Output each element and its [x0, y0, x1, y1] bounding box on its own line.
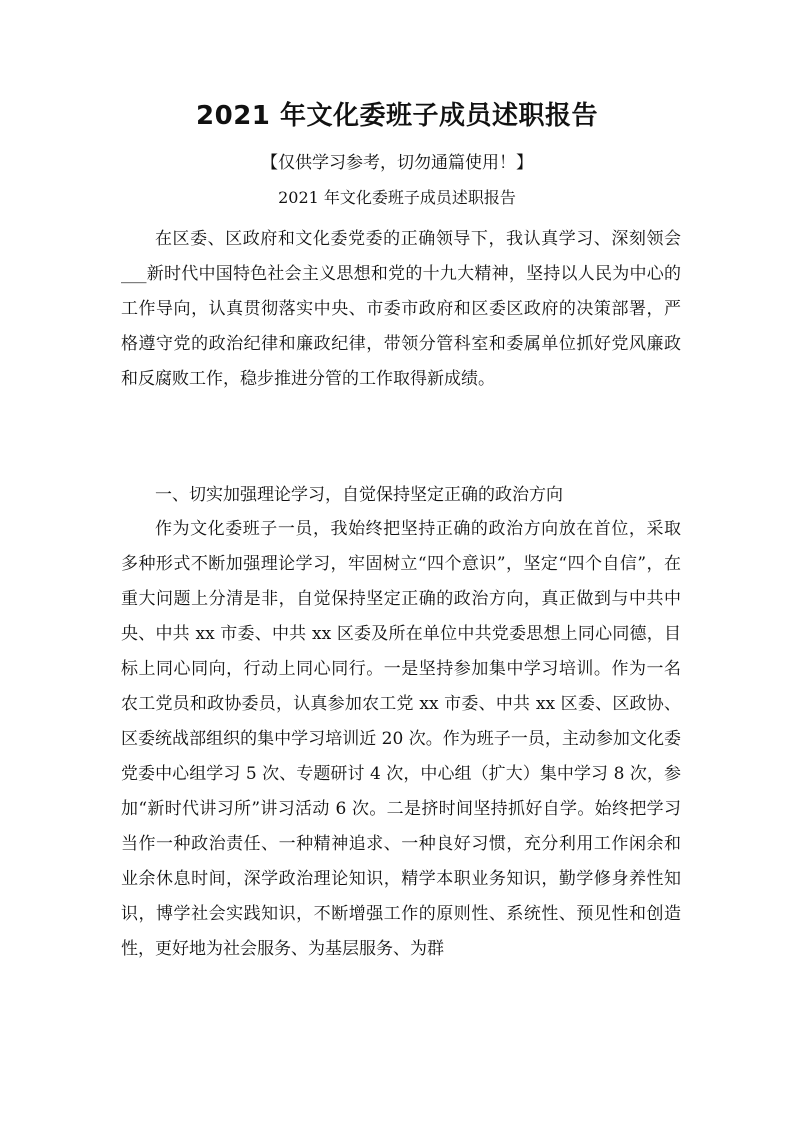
section1-heading: 一、切实加强理论学习，自觉保持坚定正确的政治方向	[155, 485, 563, 505]
intro-section	[121, 222, 681, 397]
document-title: 2021 年文化委班子成员述职报告	[196, 101, 598, 131]
intro-paragraph: 在区委、区政府和文化委党委的正确领导下，我认真学习、深刻领会___新时代中国特色社会主义思想和党的十九大精神，坚持以人民为中心的工作导向，认真贯彻落实中央、市委市政府和区委区政府的决策部署，严格遵守党的政治纪律和廉政纪律，带领分管科室和委属单位抓好党风廉政和反腐败工作，稳步推进分管的工作取得新成绩。	[121, 229, 681, 389]
section1-body	[121, 512, 681, 967]
document-subtitle: 2021 年文化委班子成员述职报告	[278, 188, 516, 207]
usage-notice: 【仅供学习参考，切勿通篇使用！】	[261, 153, 533, 173]
section1-heading-block	[121, 478, 681, 513]
section1-paragraph: 作为文化委班子一员，我始终把坚持正确的政治方向放在首位，采取多种形式不断加强理论学习，牢固树立“四个意识”，坚定“四个自信”，在重大问题上分清是非，自觉保持坚定正确的政治方向，真正做到与中共中央、中共 xx 市委、中共 xx 区委及所在单位中共党委思想上同心同德，目标上同心同向，行动上同心同行。一是坚持参加集中学习培训。作为一名农工党员和政协委员，认真参加农工党 xx 市委、中共 xx 区委、区政协、区委统战部组织的集中学习培训近 20 次。作为班子一员，主动参加文化委党委中心组学习 5 次、专题研讨 4 次，中心组（扩大）集中学习 8 次，参加“新时代讲习所”讲习活动 6 次。二是挤时间坚持抓好自学。始终把学习当作一种政治责任、一种精神追求、一种良好习惯，充分利用工作闲余和业余休息时间，深学政治理论知识，精学本职业务知识，勤学修身养性知识，博学社会实践知识，不断增强工作的原则性、系统性、预见性和创造性，更好地为社会服务、为基层服务、为群	[121, 519, 681, 959]
